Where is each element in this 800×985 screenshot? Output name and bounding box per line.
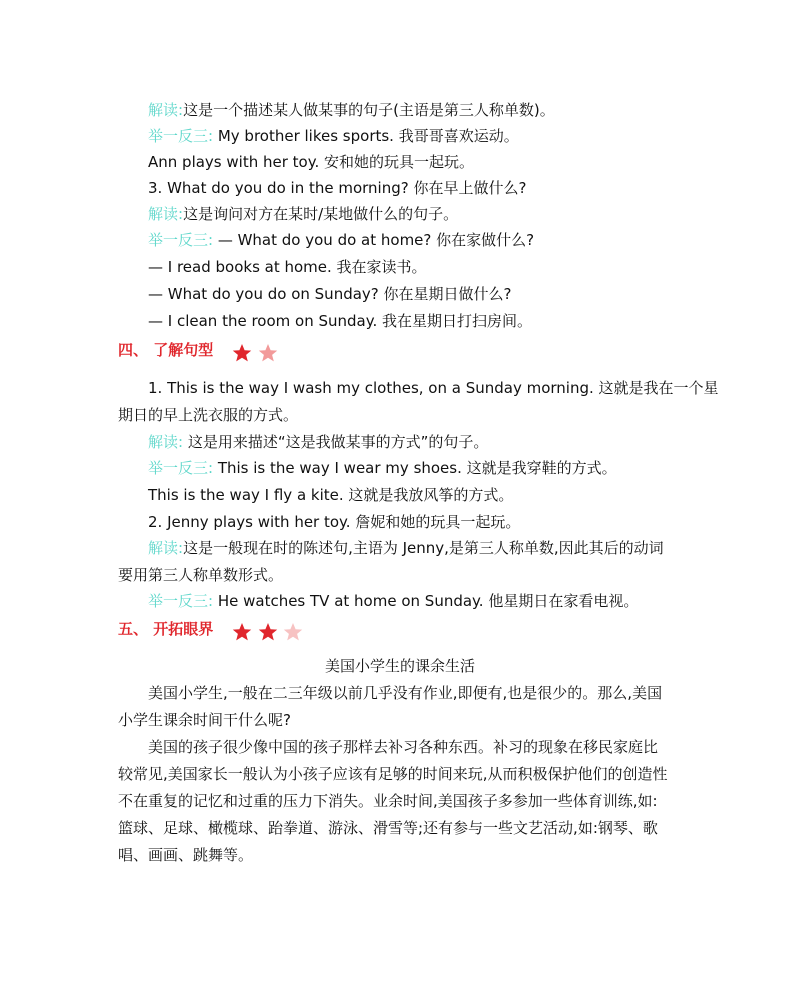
text-line: 1. This is the way I wash my clothes, on a Sunday morning. 这就是我在一个星 [148, 379, 719, 397]
article-title: 美国小学生的课余生活 [324, 657, 475, 675]
example-tag: 举一反三: [148, 127, 214, 145]
explanation-tag: 解读: [148, 205, 184, 223]
text-line: Ann plays with her toy. 安和她的玩具一起玩。 [148, 153, 474, 171]
text-line: 3. What do you do in the morning? 你在早上做什么? [148, 179, 527, 197]
text-content: 这是询问对方在某时/某地做什么的句子。 [183, 205, 459, 223]
text-line [148, 591, 638, 611]
example-tag: 举一反三: [148, 592, 214, 610]
text-line [148, 126, 519, 146]
text-line: 美国小学生,一般在二三年级以前几乎没有作业,即便有,也是很少的。那么,美国 [148, 684, 663, 702]
text-line [148, 432, 488, 452]
explanation-tag: 解读: [148, 433, 184, 451]
text-line [148, 538, 664, 558]
star-full-icon [232, 622, 252, 642]
section-title: 四、 了解句型 [118, 341, 214, 359]
text-line: This is the way I fly a kite. 这就是我放风筝的方式。 [148, 486, 514, 504]
text-line: 较常见,美国家长一般认为小孩子应该有足够的时间来玩,从而积极保护他们的创造性 [118, 765, 668, 783]
text-line: 美国的孩子很少像中国的孩子那样去补习各种东西。补习的现象在移民家庭比 [148, 738, 659, 756]
text-content: — What do you do at home? 你在家做什么? [213, 231, 535, 249]
text-content: 这是用来描述“这是我做某事的方式”的句子。 [183, 433, 489, 451]
example-tag: 举一反三: [148, 459, 214, 477]
text-line [148, 230, 534, 250]
star-full-icon [232, 343, 252, 363]
explanation-tag: 解读: [148, 101, 184, 119]
text-content: This is the way I wear my shoes. 这就是我穿鞋的方式。 [213, 459, 617, 477]
explanation-tag: 解读: [148, 539, 184, 557]
difficulty-stars [232, 622, 302, 642]
text-line: — I clean the room on Sunday. 我在星期日打扫房间。 [148, 312, 533, 330]
text-content: 这是一个描述某人做某事的句子(主语是第三人称单数)。 [183, 101, 555, 119]
section-title: 五、 开拓眼界 [118, 620, 214, 638]
star-full-icon [258, 622, 278, 642]
text-line: 小学生课余时间干什么呢? [118, 711, 291, 729]
text-line: 2. Jenny plays with her toy. 詹妮和她的玩具一起玩。 [148, 513, 521, 531]
star-faded-icon [258, 343, 278, 363]
text-line: 篮球、足球、橄榄球、跆拳道、游泳、滑雪等;还有参与一些文艺活动,如:钢琴、歌 [118, 819, 658, 837]
text-line: — I read books at home. 我在家读书。 [148, 258, 427, 276]
text-line: 期日的早上洗衣服的方式。 [118, 406, 299, 424]
text-line: — What do you do on Sunday? 你在星期日做什么? [148, 285, 512, 303]
text-line [148, 100, 555, 120]
star-faded-icon [283, 622, 303, 642]
text-line: 唱、画画、跳舞等。 [118, 846, 254, 864]
section-heading [118, 340, 278, 363]
text-line [148, 458, 617, 478]
text-content: He watches TV at home on Sunday. 他星期日在家看电视。 [213, 592, 639, 610]
text-content: 这是一般现在时的陈述句,主语为 Jenny,是第三人称单数,因此其后的动词 [183, 539, 664, 557]
text-line: 要用第三人称单数形式。 [118, 566, 284, 584]
text-line [148, 204, 458, 224]
difficulty-stars [232, 343, 277, 363]
section-heading [118, 619, 303, 642]
example-tag: 举一反三: [148, 231, 214, 249]
text-line: 不在重复的记忆和过重的压力下消失。业余时间,美国孩子多参加一些体育训练,如: [118, 792, 658, 810]
text-content: My brother likes sports. 我哥哥喜欢运动。 [213, 127, 519, 145]
